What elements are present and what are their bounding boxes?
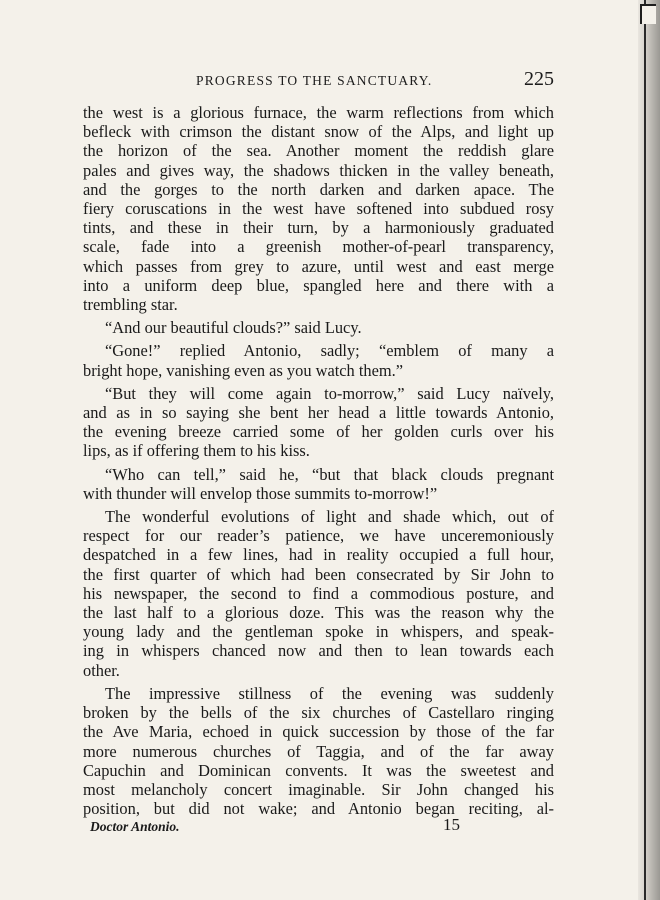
text-line: broken by the bells of the six churches of Castellaro ringing (83, 703, 554, 723)
paragraph-5 (83, 465, 554, 503)
body-text (83, 103, 554, 822)
text-line: the evening breeze carried some of her golden curls over his (83, 422, 554, 442)
text-line: ing in whispers chanced now and then to lean towards each (83, 641, 554, 661)
text-line: more numerous churches of Taggia, and of the far away (83, 741, 554, 761)
text-line: his newspaper, the second to find a commodious posture, and (83, 583, 554, 603)
signature-title: Doctor Antonio. (90, 819, 180, 834)
text-line: Capuchin and Dominican convents. It was the sweetest and (83, 760, 554, 780)
text-line: tints, and these in their turn, by a harmoniously graduated (83, 218, 554, 238)
paragraph-4 (83, 384, 554, 461)
text-line: The impressive stillness of the evening was suddenly (105, 683, 554, 703)
text-line: despatched in a few lines, had in reality occupied a full hour, (83, 545, 554, 565)
paragraph-6 (83, 507, 554, 680)
text-line: pales and gives way, the shadows thicken in the valley beneath, (83, 160, 554, 180)
page-footer (88, 815, 468, 841)
text-line: the last half to a glorious doze. This was the reason why the (83, 603, 554, 623)
text-line: the west is a glorious furnace, the warm reflections from which (83, 103, 554, 122)
text-line: “Who can tell,” said he, “but that black clouds pregnant (105, 464, 554, 484)
text-line: with thunder will envelop those summits to-morrow!” (83, 483, 438, 503)
text-line: respect for our reader’s patience, we have unceremoniously (83, 526, 554, 546)
text-line: and as in so saying she bent her head a little towards Antonio, (83, 403, 554, 423)
text-line: “And our beautiful clouds?” said Lucy. (105, 318, 362, 338)
paragraph-2 (83, 318, 554, 337)
paragraph-7 (83, 684, 554, 818)
text-line: befleck with crimson the distant snow of the Alps, and light up (83, 122, 554, 142)
binding-line (644, 0, 646, 900)
text-line: other. (83, 660, 120, 680)
binding-corner (640, 4, 656, 24)
text-line: most melancholy concert imaginable. Sir John changed his (83, 779, 554, 799)
text-line: “Gone!” replied Antonio, sadly; “emblem of many a (105, 341, 554, 361)
text-line: trembling star. (83, 295, 178, 315)
signature-mark: 15 (443, 815, 460, 834)
text-line: lips, as if offering them to his kiss. (83, 441, 310, 461)
paragraph-3 (83, 341, 554, 379)
running-title: PROGRESS TO THE SANCTUARY. (196, 73, 433, 88)
text-line: The wonderful evolutions of light and shade which, out of (105, 507, 554, 527)
text-line: which passes from grey to azure, until west and east merge (83, 256, 554, 276)
text-line: bright hope, vanishing even as you watch them.” (83, 360, 403, 380)
text-line: the first quarter of which had been consecrated by Sir John to (83, 564, 554, 584)
text-line: fiery coruscations in the west have softened into subdued rosy (83, 199, 554, 219)
page-number: 225 (524, 68, 554, 90)
text-line: position, but did not wake; and Antonio began reciting, al- (83, 799, 554, 819)
page-binding-edge (638, 0, 660, 900)
text-line: and the gorges to the north darken and darken apace. The (83, 179, 554, 199)
text-line: young lady and the gentleman spoke in whispers, and speak- (83, 622, 554, 642)
paragraph-1 (83, 103, 554, 314)
text-line: into a uniform deep blue, spangled here and there with a (83, 275, 554, 295)
text-line: the horizon of the sea. Another moment the reddish glare (83, 141, 554, 161)
text-line: the Ave Maria, echoed in quick succession by those of the far (83, 722, 554, 742)
running-head (84, 68, 554, 92)
text-line: “But they will come again to-morrow,” said Lucy naïvely, (105, 383, 554, 403)
text-line: scale, fade into a greenish mother-of-pearl transparency, (83, 237, 554, 257)
